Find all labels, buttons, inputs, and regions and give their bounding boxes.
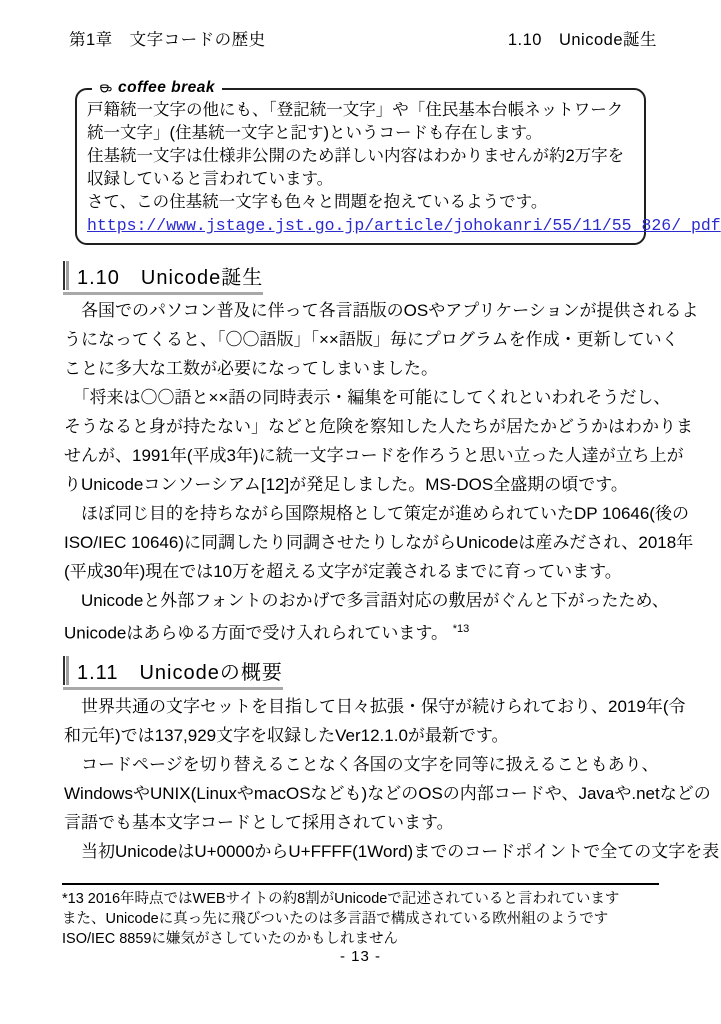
header-chapter-title: 第1章 文字コードの歴史 — [69, 31, 266, 49]
coffee-break-box — [75, 79, 721, 245]
section-heading-text: 1.11 Unicodeの概要 — [77, 662, 283, 684]
text-line: 戸籍統一文字の他にも、「登記統一文字」や「住民基本台帳ネットワーク — [87, 101, 624, 119]
section-heading-text: 1.10 Unicode誕生 — [77, 267, 264, 289]
header-section-title: 1.10 Unicode誕生 — [507, 31, 657, 49]
heading-left-bar — [63, 656, 69, 685]
text-line: ほぼ同じ目的を持ちながら国際規格として策定が進められていたDP 10646(後の — [64, 504, 689, 523]
text-line: そうなると身が持たない」などと危険を察知した人たちが居たかどうかはわかりま — [64, 417, 693, 436]
heading-left-bar — [63, 261, 69, 290]
text-line: ことに多大な工数が必要になってしまいました。 — [64, 359, 438, 378]
text-line: ISO/IEC 10646)に同調したり同調させたりしながらUnicodeは産みだされ、2018年 — [64, 533, 694, 552]
page-number: - 13 - — [339, 948, 381, 965]
text-line: WindowsやUNIX(LinuxやmacOSなども)などのOSの内部コードや、Javaや.netなどの — [64, 784, 711, 803]
text-line: 「将来は〇〇語と××語の同時表示・編集を可能にしてくれといわれそうだし、 — [64, 388, 671, 407]
coffee-break-title — [92, 79, 222, 97]
text-line: せんが、1991年(平成3年)に統一文字コードを作ろうと思い立った人達が立ち上が — [64, 446, 684, 465]
footnote-reference-13: *13 — [452, 623, 470, 635]
text-line: 言語でも基本文字コードとして採用されています。 — [64, 813, 454, 832]
coffee-break-label: coffee break — [118, 79, 216, 96]
text-line: (平成30年)現在では10万を超える文字が定義されるまでに育っています。 — [64, 562, 622, 581]
text-line: 住基統一文字は仕様非公開のため詳しい内容はわかりませんが約2万字を — [87, 147, 625, 165]
text-line: さて、この住基統一文字も色々と問題を抱えているようです。 — [87, 193, 548, 211]
footnote-line: *13 2016年時点ではWEBサイトの約8割がUnicodeで記述されていると言われています — [62, 891, 620, 907]
text-line: 各国でのパソコン普及に伴って各言語版のOSやアプリケーションが提供されるよ — [64, 301, 699, 320]
text-line: 収録していると言われています。 — [87, 170, 334, 188]
footnotes — [62, 889, 619, 949]
coffee-cup-icon — [99, 82, 112, 95]
footnote-separator — [62, 883, 659, 885]
jstage-article-link[interactable]: https://www.jstage.jst.go.jp/article/johokanri/55/11/55_826/_pdf — [87, 216, 721, 235]
page-header — [69, 26, 657, 50]
text-line: 当初UnicodeはU+0000からU+FFFF(1Word)までのコードポイントで全ての文字を表 — [64, 842, 720, 861]
text-line: コードページを切り替えることなく各国の文字を同等に扱えることもあり、 — [64, 755, 659, 774]
footnote-line: また、Unicodeに真っ先に飛びついたのは多言語で構成されている欧州組のようです — [62, 911, 609, 927]
text-line: Unicodeはあらゆる方面で受け入れられています。 — [64, 623, 449, 643]
text-line: うになってくると、「〇〇語版」「××語版」毎にプログラムを作成・更新していく — [64, 330, 679, 349]
text-line: 世界共通の文字セットを目指して日々拡張・保守が続けられており、2019年(令 — [64, 697, 686, 716]
footnote-line: ISO/IEC 8859に嫌気がさしていたのかもしれません — [62, 931, 398, 947]
section-1-10-body — [64, 296, 699, 648]
text-line: りUnicodeコンソーシアム[12]が発足しました。MS-DOS全盛期の頃です。 — [64, 475, 628, 494]
section-1-11-body — [64, 692, 720, 866]
text-line: 統一文字」(住基統一文字と記す)というコードも存在します。 — [87, 124, 543, 142]
text-line-with-footnote-ref — [64, 615, 660, 648]
text-line: 和元年)では137,929文字を収録したVer12.1.0が最新です。 — [64, 726, 509, 745]
text-line: Unicodeと外部フォントのおかげで多言語対応の敷居がぐんと下がったため、 — [64, 591, 669, 610]
section-heading-1-10 — [63, 261, 263, 295]
section-heading-1-11 — [63, 656, 283, 690]
